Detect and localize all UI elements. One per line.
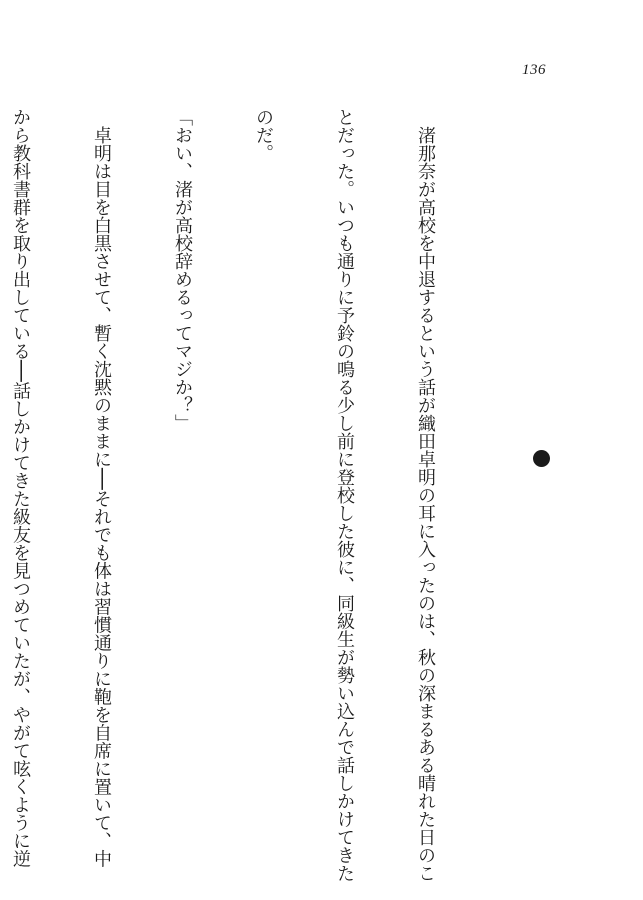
text-line-5: 卓明は目を白黒させて、暫く沈黙のままに──それでも体は習慣通りに鞄を自席に置いて、中 [91,108,112,868]
page-number: 136 [522,62,546,78]
text-line-1: 渚那奈が高校を中退するという話が織田卓明の耳に入ったのは、秋の深まるある晴れた日のこ [415,108,436,882]
text-line-2: とだった。いつも通りに予鈴の鳴る少し前に登校した彼に、同級生が勢い込んで話しかけてきた [334,108,355,882]
text-line-6: から教科書群を取り出している──話しかけてきた級友を見つめていたが、やがて呟くように逆 [10,108,31,868]
body-text [0,108,493,882]
text-line-3: のだ。 [253,108,274,162]
text-line-4: 「おい、渚が高校辞めるってマジか？」 [172,108,193,432]
section-break-dot [533,450,550,467]
